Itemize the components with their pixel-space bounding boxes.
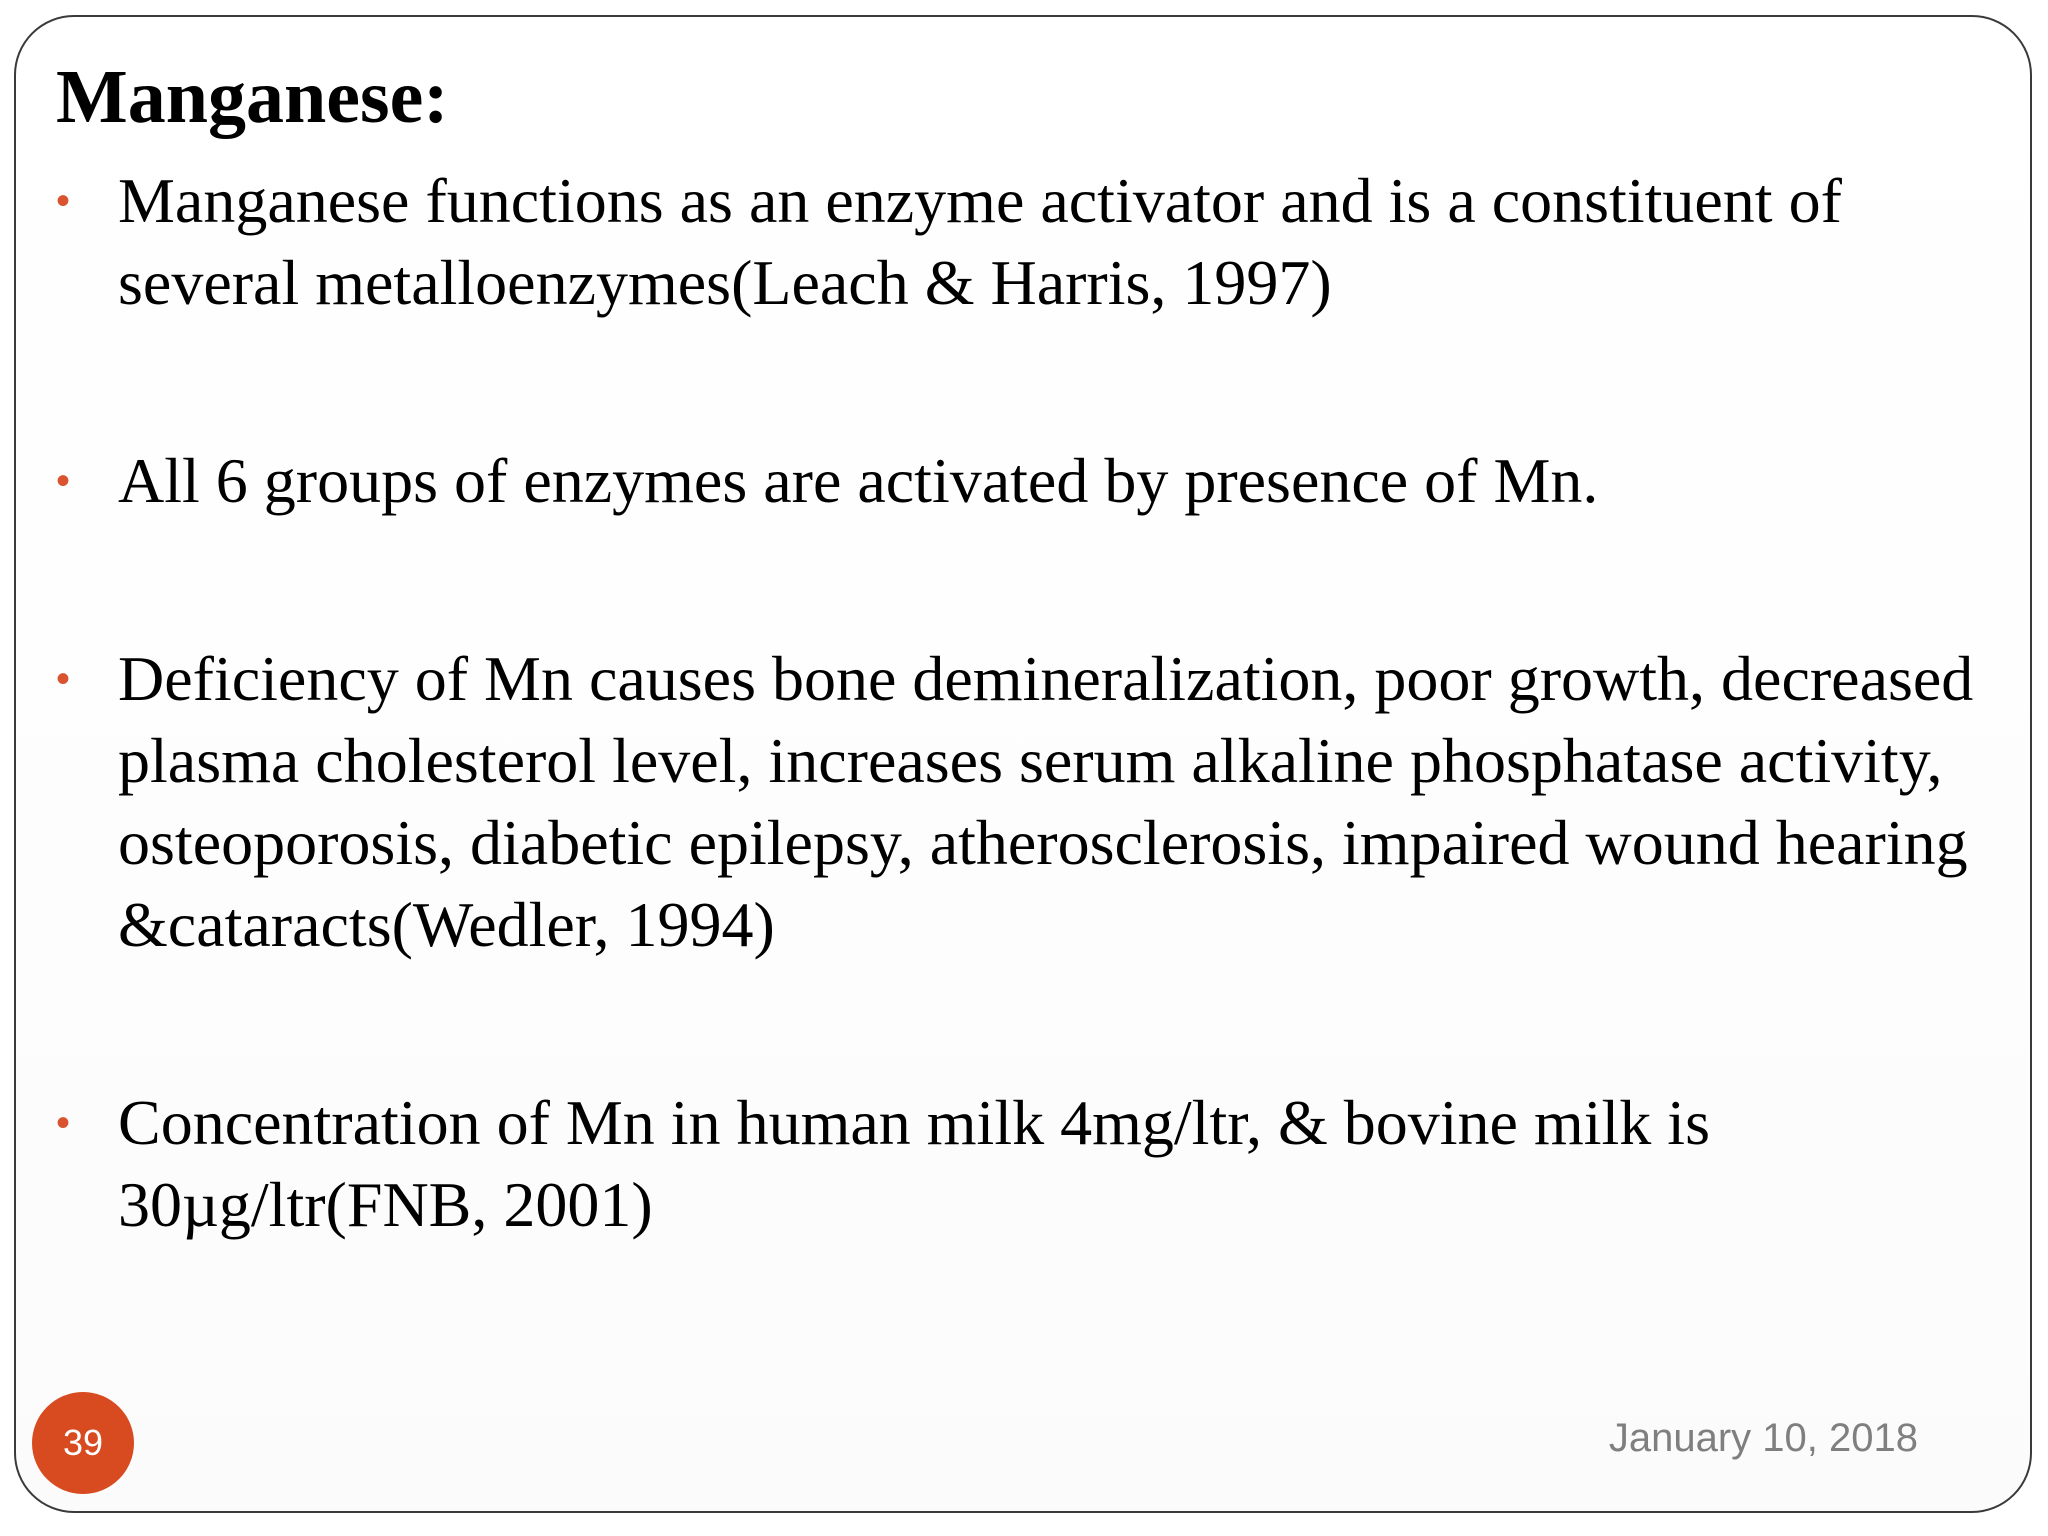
bullet-text: Manganese functions as an enzyme activator and is a constituent of several metalloenzymes(Leach & Harris, 1997) — [118, 165, 1842, 318]
slide-title: Manganese: — [56, 55, 449, 139]
bullet-item — [56, 160, 1986, 324]
bullet-icon: • — [56, 179, 71, 223]
bullet-text: Deficiency of Mn causes bone demineralization, poor growth, decreased plasma cholesterol level, increases serum alkaline phosphatase activity, osteoporosis, diabetic epilepsy, atherosclerosis, impaired wound hearing &cataracts(Wedler, 1994) — [118, 643, 1974, 960]
bullet-item — [56, 638, 1986, 966]
bullet-icon: • — [56, 657, 71, 701]
bullet-item — [56, 440, 1986, 522]
bullet-icon: • — [56, 1101, 71, 1145]
page-number-badge: 39 — [32, 1392, 134, 1494]
bullet-text: All 6 groups of enzymes are activated by presence of Mn. — [118, 445, 1599, 516]
bullet-list — [56, 160, 1986, 1246]
bullet-icon: • — [56, 459, 71, 503]
bullet-text: Concentration of Mn in human milk 4mg/ltr, & bovine milk is 30µg/ltr(FNB, 2001) — [118, 1087, 1710, 1240]
bullet-item — [56, 1082, 1986, 1246]
slide-date: January 10, 2018 — [1608, 1416, 1918, 1460]
